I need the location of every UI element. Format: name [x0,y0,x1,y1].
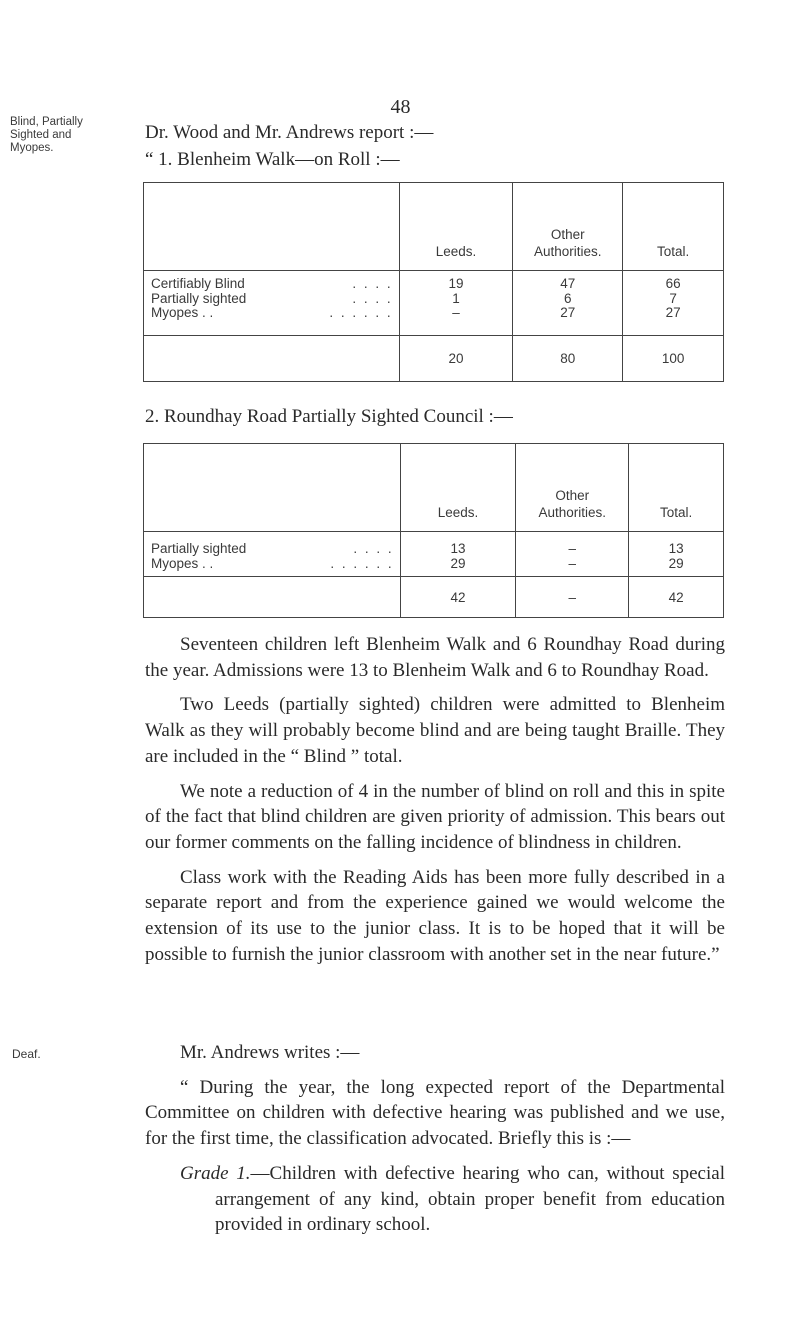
margin-note-line: Sighted and [10,129,72,141]
margin-note-line: Blind, Partially [10,116,83,128]
leeds-values-cell [399,271,513,336]
table-cell: 47 [560,276,576,291]
paragraph: Class work with the Reading Aids has been more fully described in a separate report and from the experience gained we would welcome the extension of its use to the junior class. It is to be hoped that it will be possible to furnish the junior classroom with another set in the near future.” [145,866,725,965]
table-cell: – [452,305,460,320]
total-other: 80 [513,336,623,382]
totals-label-blank [144,577,401,618]
other-values-cell [516,532,629,577]
total-leeds: 20 [399,336,513,382]
body-text [145,632,725,976]
margin-note-blind [10,116,83,155]
table-cell: – [568,555,577,571]
row-labels-cell [144,271,400,336]
table-cell: 19 [448,276,464,291]
table-cell: 29 [450,555,466,571]
table-header-row [144,444,724,532]
table-cell: 13 [450,541,466,556]
table-header-blank [144,183,400,271]
row-label: Partially sighted [151,541,247,556]
totals-row [144,577,724,618]
column-header-total: Total. [623,183,724,271]
dot-leader: . . . . . . [329,305,393,320]
table-cell: 13 [668,541,684,556]
table-cell: 7 [669,290,677,306]
table-cell: 1 [452,290,460,306]
total-values-cell [629,532,724,577]
roundhay-road-table [143,443,724,618]
deaf-intro: Mr. Andrews writes :— [180,1042,360,1063]
dot-leader: . . . . . . [330,555,394,571]
grade-text: —Children with defective hearing who can, without special arrangement of any kind, obtain proper benefit from education provided in ordinary school. [215,1162,725,1236]
column-header-other-text: Other Authorities. [534,227,602,259]
other-values-cell [513,271,623,336]
table-header-blank [144,444,401,532]
table-cell: 66 [665,276,681,291]
total-values-cell [623,271,724,336]
table-body-row [144,271,724,336]
table-header-row [144,183,724,271]
paragraph: We note a reduction of 4 in the number of blind on roll and this in spite of the fact that blind children are given priority of admission. This bears out our former comments on the falling incidence of blindness in children. [145,780,725,853]
table1-heading: “ 1. Blenheim Walk—on Roll :— [145,149,400,170]
row-label: Myopes . . [151,305,214,320]
column-header-leeds: Leeds. [399,183,513,271]
total-leeds: 42 [400,577,516,618]
column-header-other [516,444,629,532]
column-header-other-text: Other Authorities. [538,488,607,520]
total-total: 42 [629,577,724,618]
table-cell: 6 [564,290,572,306]
total-other: – [516,577,629,618]
column-header-other [513,183,623,271]
paragraph: Two Leeds (partially sighted) children were admitted to Blenheim Walk as they will probably become blind and are being taught Braille. They are included in the “ Blind ” total. [145,694,725,767]
dot-leader: . . . . [352,276,393,291]
leeds-values-cell [400,532,516,577]
column-header-leeds: Leeds. [400,444,516,532]
table-cell: – [568,541,577,556]
margin-note-line: Myopes. [10,142,54,154]
totals-label-blank [144,336,400,382]
table-body-row [144,532,724,577]
table-cell: 29 [668,555,684,571]
total-total: 100 [623,336,724,382]
table-cell: 27 [665,305,681,320]
row-label: Myopes . . [151,555,214,571]
row-labels-cell [144,532,401,577]
grade-label: Grade 1. [180,1162,251,1184]
margin-note-deaf: Deaf. [12,1047,41,1061]
dot-leader: . . . . [352,290,393,306]
totals-row [144,336,724,382]
blenheim-walk-table [143,182,724,382]
dot-leader: . . . . [353,541,394,556]
row-label: Partially sighted [151,290,247,306]
column-header-total: Total. [629,444,724,532]
row-label: Certifiably Blind [151,276,245,291]
deaf-section [145,1040,725,1247]
grade-1-definition [180,1161,725,1238]
deaf-quote: “ During the year, the long expected report of the Departmental Committee on children with defective hearing was published and we use, for the first time, the classification advocated. Briefly this is :— [145,1076,725,1150]
paragraph: Seventeen children left Blenheim Walk and 6 Roundhay Road during the year. Admissions were 13 to Blenheim Walk and 6 to Roundhay Road. [145,634,725,681]
table2-heading: 2. Roundhay Road Partially Sighted Council :— [145,406,513,427]
page-number: 48 [390,96,411,118]
intro-line: Dr. Wood and Mr. Andrews report :— [145,122,434,143]
table-cell: 27 [560,305,576,320]
